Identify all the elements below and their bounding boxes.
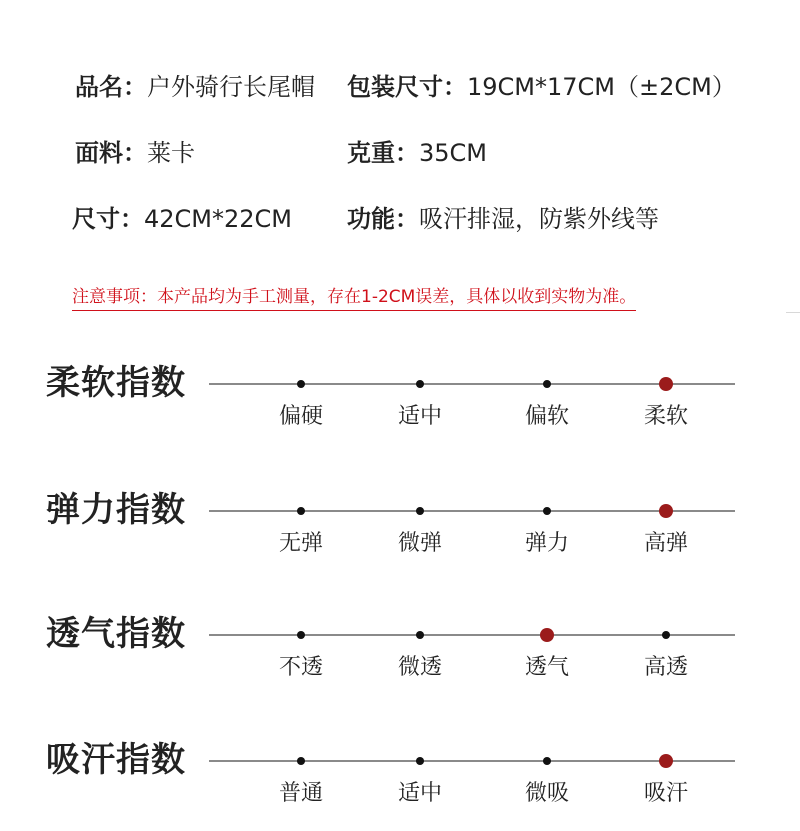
rating-title: 吸汗指数	[46, 740, 186, 780]
rating-row	[0, 490, 800, 570]
rating-level-label: 吸汗	[643, 781, 688, 806]
rating-dot-selected	[659, 754, 673, 768]
rating-level-label: 普通	[278, 781, 323, 806]
rating-title: 弹力指数	[46, 490, 186, 530]
rating-dot	[297, 757, 305, 765]
rating-dot	[543, 757, 551, 765]
spec-name-value: 户外骑行长尾帽	[147, 73, 315, 101]
rating-level-label: 微弹	[397, 531, 442, 556]
rating-dot	[416, 757, 424, 765]
rating-level-label: 无弹	[278, 531, 323, 556]
spec-fabric-value: 莱卡	[147, 139, 195, 167]
rating-title: 柔软指数	[46, 363, 186, 403]
rating-level-label: 适中	[397, 781, 442, 806]
spec-fabric	[75, 138, 195, 168]
rating-scale-line	[209, 383, 735, 385]
spec-function-value: 吸汗排湿，防紫外线等	[419, 205, 659, 233]
notice-text: 注意事项：本产品均为手工测量，存在1-2CM误差，具体以收到实物为准。	[72, 285, 636, 311]
rating-dot-selected	[659, 377, 673, 391]
rating-dot	[297, 507, 305, 515]
rating-level-label: 弹力	[524, 531, 569, 556]
spec-fabric-label: 面料：	[75, 139, 147, 167]
rating-scale-line	[209, 510, 735, 512]
spec-name	[75, 72, 315, 102]
spec-size	[72, 204, 292, 234]
rating-level-label: 柔软	[643, 404, 688, 429]
spec-weight-label: 克重：	[347, 139, 419, 167]
rating-dot	[416, 507, 424, 515]
spec-weight	[347, 138, 487, 168]
rating-level-label: 偏硬	[278, 404, 323, 429]
rating-dot	[297, 631, 305, 639]
rating-level-label: 适中	[397, 404, 442, 429]
spec-package-size	[347, 72, 736, 102]
spec-package-size-label: 包装尺寸：	[347, 73, 467, 101]
edge-divider	[786, 312, 800, 313]
rating-scale-line	[209, 634, 735, 636]
rating-level-label: 高透	[643, 655, 688, 680]
rating-level-label: 微吸	[524, 781, 569, 806]
rating-dot-selected	[540, 628, 554, 642]
rating-dot	[543, 507, 551, 515]
spec-function-label: 功能：	[347, 205, 419, 233]
rating-dot	[297, 380, 305, 388]
spec-name-label: 品名：	[75, 73, 147, 101]
rating-level-label: 透气	[524, 655, 569, 680]
rating-level-label: 偏软	[524, 404, 569, 429]
spec-package-size-value: 19CM*17CM（±2CM）	[467, 73, 736, 101]
rating-row	[0, 614, 800, 694]
rating-title: 透气指数	[46, 614, 186, 654]
spec-size-label: 尺寸：	[72, 205, 144, 233]
spec-function	[347, 204, 659, 234]
rating-scale-line	[209, 760, 735, 762]
rating-dot	[662, 631, 670, 639]
spec-weight-value: 35CM	[419, 139, 488, 167]
rating-row	[0, 740, 800, 820]
rating-dot	[543, 380, 551, 388]
rating-row	[0, 363, 800, 443]
rating-dot	[416, 631, 424, 639]
rating-level-label: 高弹	[643, 531, 688, 556]
rating-dot	[416, 380, 424, 388]
rating-level-label: 不透	[278, 655, 323, 680]
spec-size-value: 42CM*22CM	[144, 205, 293, 233]
rating-level-label: 微透	[397, 655, 442, 680]
rating-dot-selected	[659, 504, 673, 518]
